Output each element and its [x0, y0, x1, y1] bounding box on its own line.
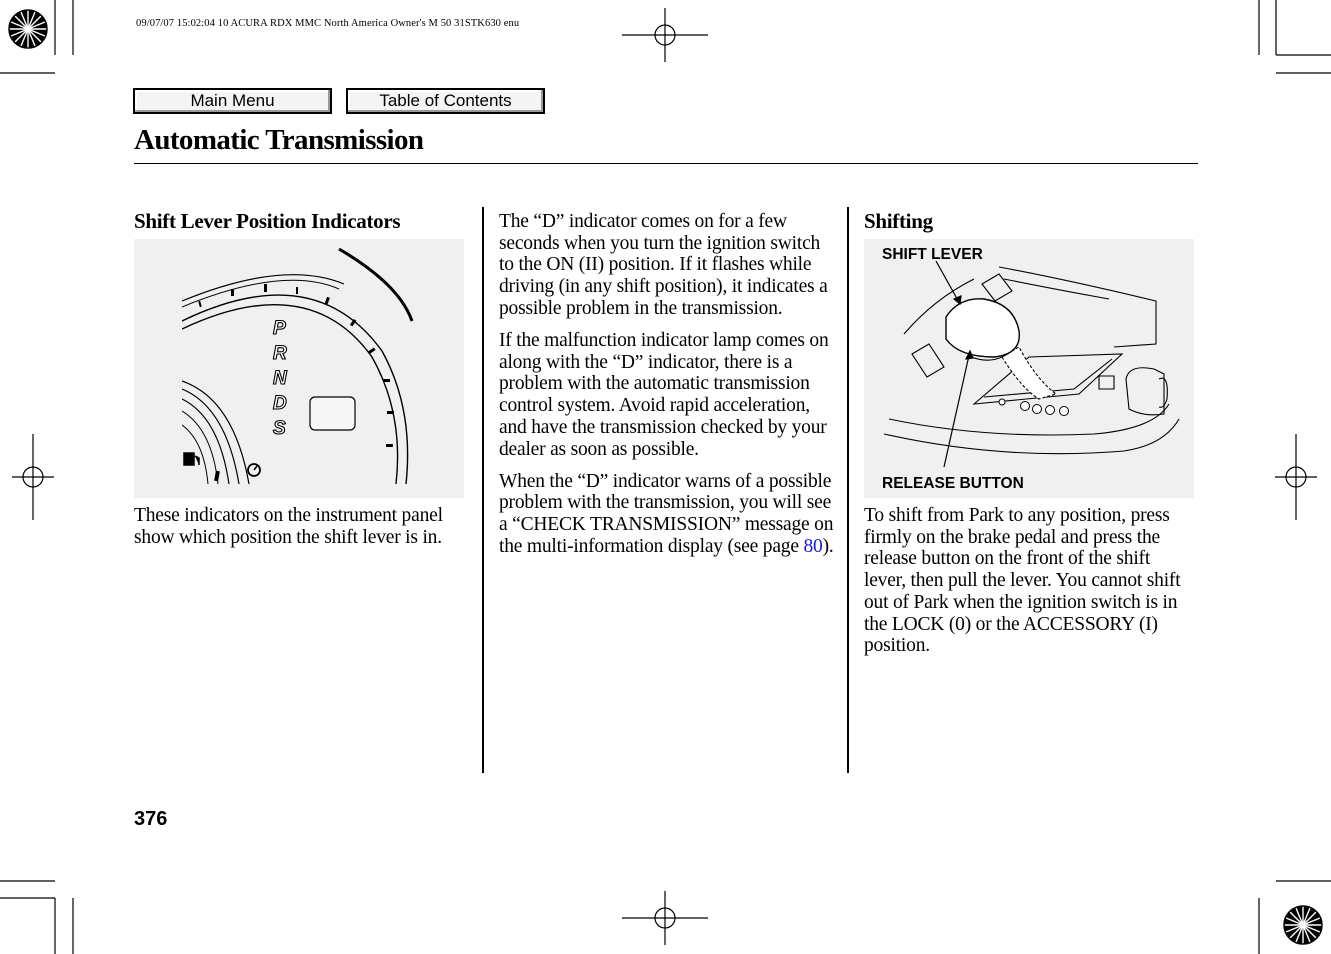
- title-divider: [134, 163, 1198, 164]
- check-transmission-end: ).: [822, 535, 834, 557]
- release-button-callout: RELEASE BUTTON: [882, 475, 1024, 492]
- column-divider-1: [482, 207, 484, 773]
- column-2-text: [499, 211, 834, 568]
- shifting-body: To shift from Park to any position, press firmly on the brake pedal and press the release button on the front of the shift lever, then pull the lever. You cannot shift out of Park when the ignition switch is in the LOCK (0) or the ACCESSORY (I) position.: [864, 505, 1181, 657]
- gear-letter-d: D: [273, 393, 287, 414]
- gear-letter-s: S: [273, 418, 286, 439]
- gear-letter-n: N: [273, 368, 287, 389]
- gauge-illustration: [134, 239, 464, 498]
- indicator-caption: These indicators on the instrument panel show which position the shift lever is in.: [134, 505, 443, 548]
- check-transmission-text: When the “D” indicator warns of a possible problem with the transmission, you will see a “CHECK TRANSMISSION” message on the multi-information display (see page: [499, 470, 834, 557]
- page-80-link[interactable]: 80: [803, 535, 823, 557]
- shift-lever-figure: [864, 239, 1194, 498]
- instrument-panel-figure: [134, 239, 464, 498]
- d-indicator-paragraph: The “D” indicator comes on for a few seconds when you turn the ignition switch to the ON (II) position. If it flashes while driving (in any shift position), it indicates a possible problem in the transmission.: [499, 211, 828, 319]
- main-menu-button[interactable]: Main Menu: [133, 88, 332, 114]
- page-title: Automatic Transmission: [134, 124, 424, 156]
- shift-lever-illustration: [864, 239, 1194, 498]
- malfunction-paragraph: If the malfunction indicator lamp comes on along with the “D” indicator, there is a problem with the automatic transmission control system. Avoid rapid acceleration, and have the transmission checked by your dealer as soon as possible.: [499, 330, 829, 460]
- table-of-contents-button[interactable]: Table of Contents: [346, 88, 545, 114]
- shift-lever-callout: SHIFT LEVER: [882, 246, 983, 263]
- column-divider-2: [847, 207, 849, 773]
- gear-letter-p: P: [273, 318, 286, 339]
- print-header: 09/07/07 15:02:04 10 ACURA RDX MMC North America Owner's M 50 31STK630 enu: [136, 18, 520, 29]
- shift-indicator-heading: Shift Lever Position Indicators: [134, 209, 401, 233]
- check-transmission-paragraph: [499, 471, 834, 558]
- shifting-heading: Shifting: [864, 209, 933, 233]
- page-number: 376: [134, 808, 168, 830]
- gear-letter-r: R: [273, 343, 287, 364]
